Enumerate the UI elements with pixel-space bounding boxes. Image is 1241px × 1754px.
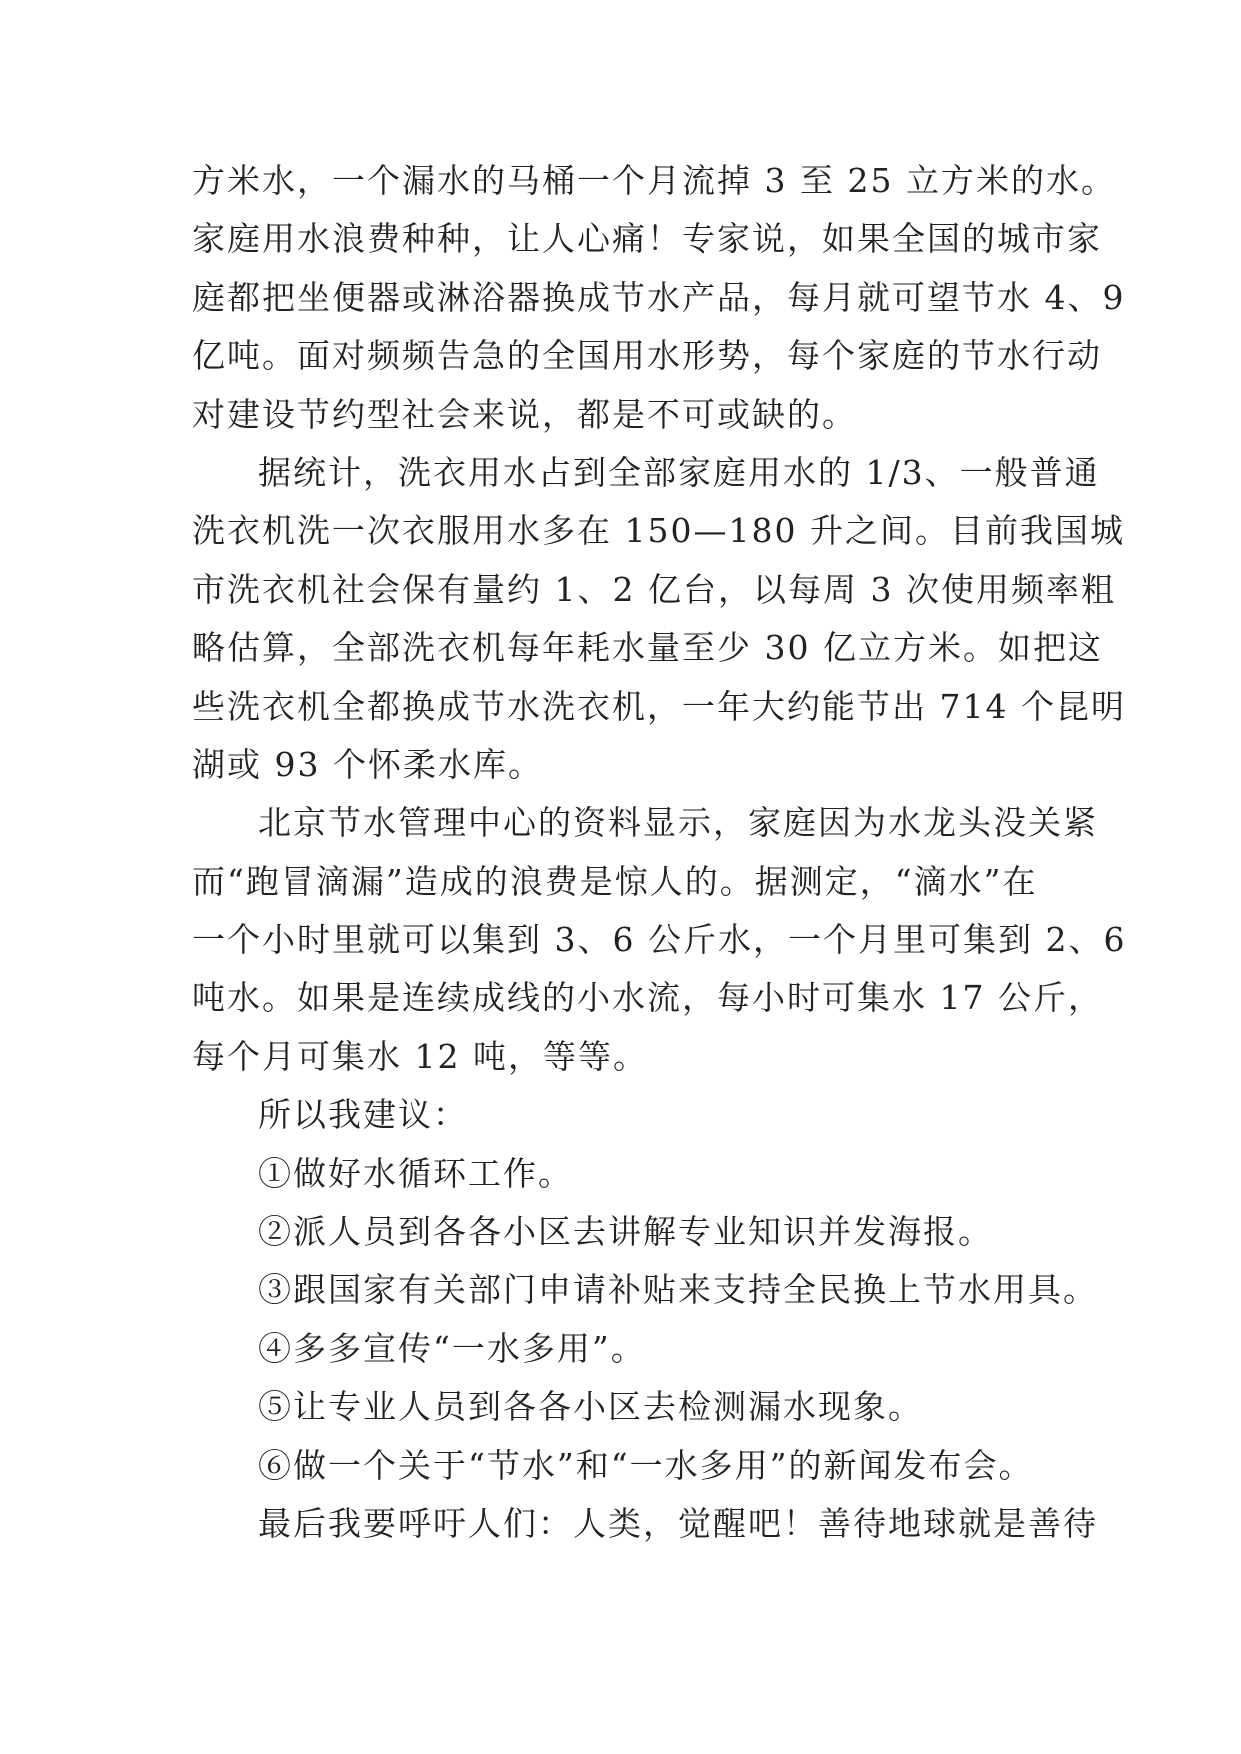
text-line: ⑤让专业人员到各各小区去检测漏水现象。 (258, 1387, 923, 1427)
text-line: 家庭用水浪费种种，让人心痛！专家说，如果全国的城市家 (192, 219, 1102, 259)
text-line: ③跟国家有关部门申请补贴来支持全民换上节水用具。 (258, 1270, 1098, 1310)
text-line: 洗衣机洗一次衣服用水多在 150—180 升之间。目前我国城 (192, 511, 1125, 551)
text-line: 略估算，全部洗衣机每年耗水量至少 30 亿立方米。如把这 (192, 628, 1103, 668)
document-body (192, 152, 1127, 1553)
text-line: 每个月可集水 12 吨，等等。 (192, 1036, 648, 1076)
text-line: 最后我要呼吁人们：人类，觉醒吧！善待地球就是善待 (258, 1503, 1098, 1543)
text-line: 北京节水管理中心的资料显示，家庭因为水龙头没关紧 (258, 803, 1098, 843)
text-line: 而“跑冒滴漏”造成的浪费是惊人的。据测定，“滴水”在 (192, 861, 1038, 901)
text-line: ②派人员到各各小区去讲解专业知识并发海报。 (258, 1212, 993, 1252)
text-line: 些洗衣机全都换成节水洗衣机，一年大约能节出 714 个昆明 (192, 686, 1126, 726)
text-line: ⑥做一个关于“节水”和“一水多用”的新闻发布会。 (258, 1445, 1034, 1485)
text-line: 据统计，洗衣用水占到全部家庭用水的 1/3、一般普通 (258, 452, 1100, 492)
text-line: 庭都把坐便器或淋浴器换成节水产品，每月就可望节水 4、9 (192, 277, 1126, 317)
text-line: 湖或 93 个怀柔水库。 (192, 744, 543, 784)
text-line: 吨水。如果是连续成线的小水流，每小时可集水 17 公斤， (192, 978, 1103, 1018)
text-line: 亿吨。面对频频告急的全国用水形势，每个家庭的节水行动 (192, 336, 1102, 376)
text-line: 一个小时里就可以集到 3、6 公斤水，一个月里可集到 2、6 (192, 920, 1127, 960)
text-line: 市洗衣机社会保有量约 1、2 亿台，以每周 3 次使用频率粗 (192, 569, 1116, 609)
text-line: ①做好水循环工作。 (258, 1153, 573, 1193)
text-line: ④多多宣传“一水多用”。 (258, 1328, 646, 1368)
text-line: 所以我建议： (258, 1095, 468, 1135)
text-line: 对建设节约型社会来说，都是不可或缺的。 (192, 394, 857, 434)
text-line: 方米水，一个漏水的马桶一个月流掉 3 至 25 立方米的水。 (192, 161, 1116, 200)
